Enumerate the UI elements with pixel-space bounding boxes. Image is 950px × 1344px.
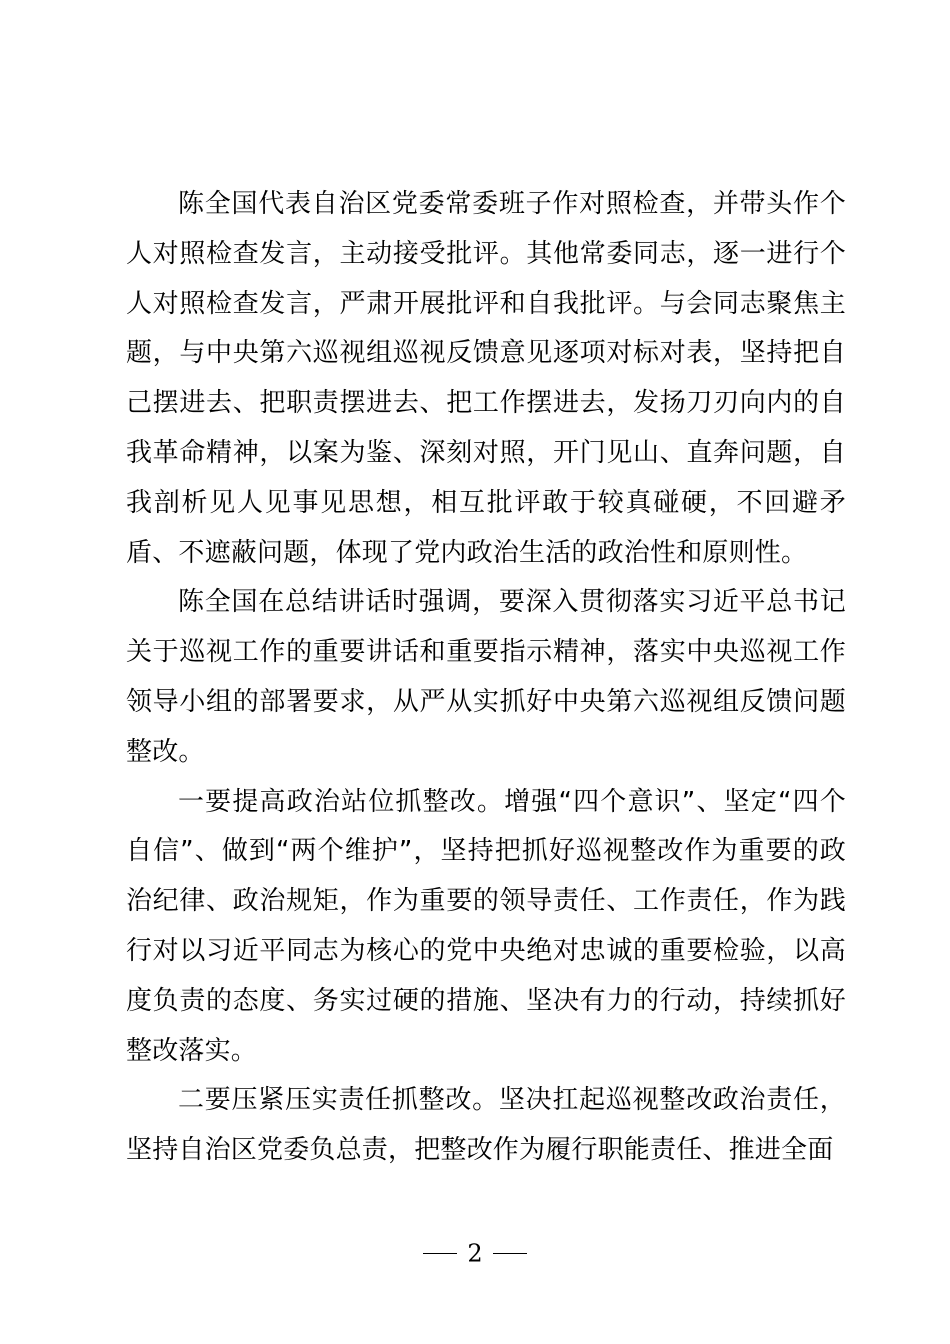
paragraph-1: 陈全国代表自治区党委常委班子作对照检查，并带头作个人对照检查发言，主动接受批评。其他常委同志，逐一进行个人对照检查发言，严肃开展批评和自我批评。与会同志聚焦主题，与中央第六巡视组巡视反馈意见逐项对标对表，坚持把自己摆进去、把职责摆进去、把工作摆进去，发扬刀刃向内的自我革命精神，以案为鉴、深刻对照，开门见山、直奔问题，自我剖析见人见事见思想，相互批评敢于较真碰硬，不回避矛盾、不遮蔽问题，体现了党内政治生活的政治性和原则性。 xyxy=(126,189,846,568)
paragraph-4: 二要压紧压实责任抓整改。坚决扛起巡视整改政治责任，坚持自治区党委负总责，把整改作为履行职能责任、推进全面 xyxy=(126,1085,846,1166)
body-text xyxy=(126,180,846,1176)
page-footer xyxy=(0,1237,950,1269)
paragraph-3: 一要提高政治站位抓整改。增强“四个意识”、坚定“四个自信”、做到“两个维护”，坚持把抓好巡视整改作为重要的政治纪律、政治规矩，作为重要的领导责任、工作责任，作为践行对以习近平同志为核心的党中央绝对忠诚的重要检验，以高度负责的态度、务实过硬的措施、坚决有力的行动，持续抓好整改落实。 xyxy=(126,786,846,1066)
page-number: 2 xyxy=(467,1239,483,1268)
paragraph-2: 陈全国在总结讲话时强调，要深入贯彻落实习近平总书记关于巡视工作的重要讲话和重要指示精神，落实中央巡视工作领导小组的部署要求，从严从实抓好中央第六巡视组反馈问题整改。 xyxy=(126,587,846,767)
right-dash xyxy=(493,1253,527,1254)
left-dash xyxy=(423,1253,457,1254)
